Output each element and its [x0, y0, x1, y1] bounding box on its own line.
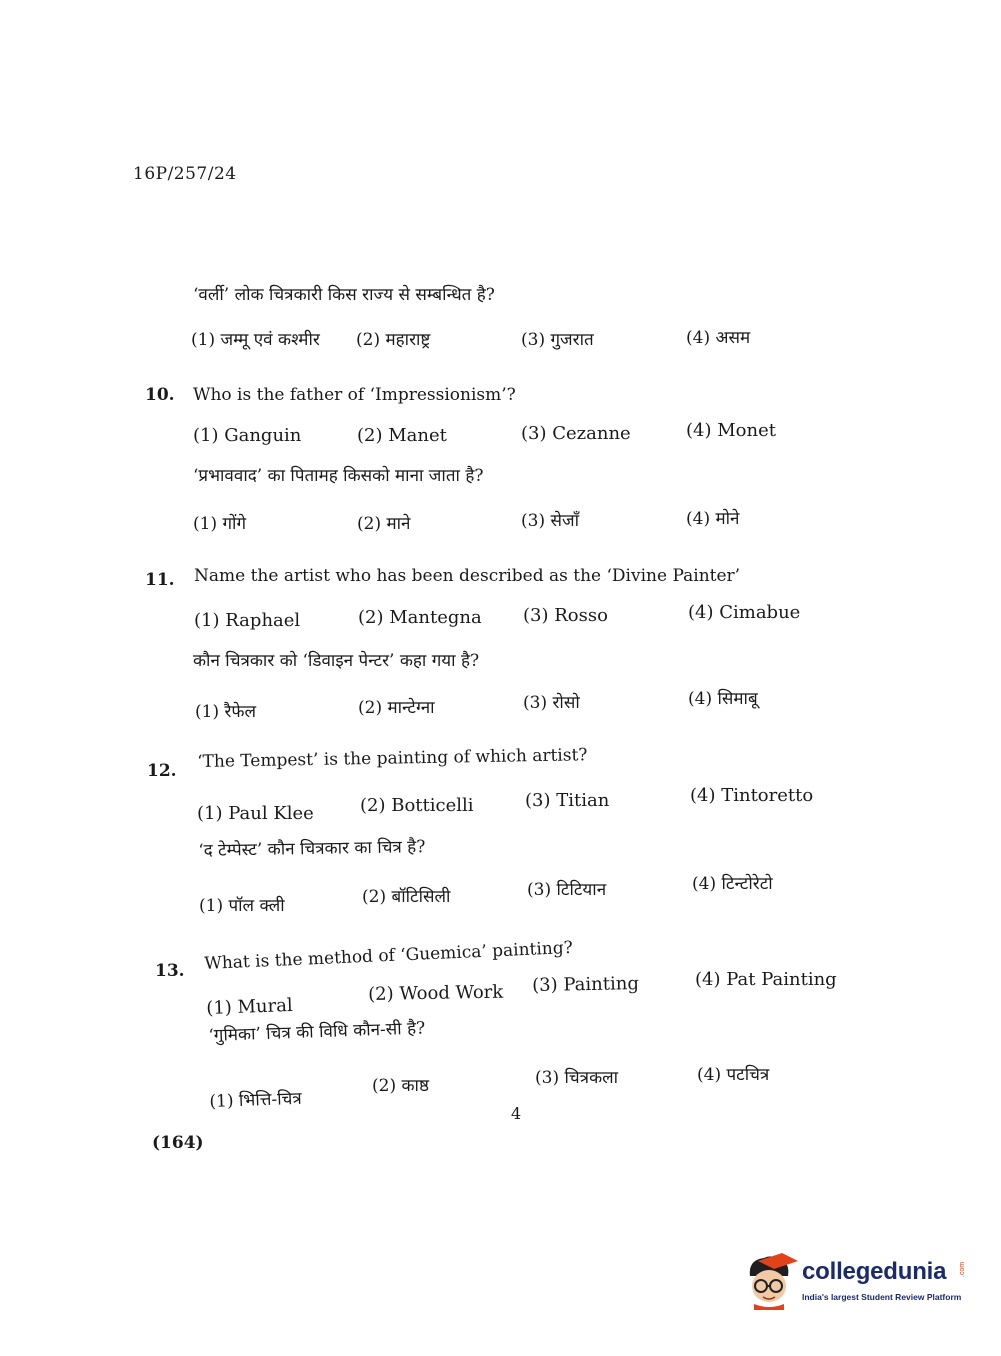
- q10-option-4: (4) Monet: [686, 420, 776, 441]
- mascot-icon: [742, 1252, 800, 1310]
- q10-option-2-hindi: (2) माने: [357, 514, 411, 534]
- q10-option-3-hindi: (3) सेजाँ: [521, 511, 579, 531]
- q11-option-2-hindi: (2) मान्टेग्ना: [358, 698, 435, 718]
- q10-option-2: (2) Manet: [357, 425, 447, 446]
- q10-number: 10.: [145, 385, 175, 405]
- q13-number: 13.: [155, 961, 185, 981]
- q9-option-3-hindi: (3) गुजरात: [521, 330, 594, 350]
- q9-option-1-hindi: (1) जम्मू एवं कश्मीर: [191, 330, 320, 350]
- q10-option-1: (1) Ganguin: [193, 425, 302, 446]
- q10-option-3: (3) Cezanne: [521, 423, 631, 444]
- q12-option-4-hindi: (4) टिन्टोरेटो: [692, 874, 773, 894]
- logo-tagline: India's largest Student Review Platform: [802, 1292, 962, 1302]
- q10-text-hindi: ‘प्रभाववाद’ का पितामह किसको माना जाता है?: [193, 466, 484, 486]
- q12-text-english: ‘The Tempest’ is the painting of which artist?: [197, 745, 588, 772]
- booklet-code: (164): [152, 1133, 204, 1153]
- q9-option-2-hindi: (2) महाराष्ट्र: [356, 330, 431, 350]
- paper-code: 16P/257/24: [133, 164, 237, 184]
- q11-option-3-hindi: (3) रोसो: [523, 693, 580, 713]
- q11-option-2: (2) Mantegna: [358, 607, 482, 628]
- q12-option-1: (1) Paul Klee: [197, 803, 314, 824]
- q13-option-3-hindi: (3) चित्रकला: [535, 1068, 619, 1088]
- page-number: 4: [511, 1104, 522, 1123]
- q11-option-4-hindi: (4) सिमाबू: [688, 689, 758, 709]
- q12-option-1-hindi: (1) पॉल क्ली: [199, 896, 285, 916]
- collegedunia-logo: [742, 1252, 972, 1312]
- q11-option-1: (1) Raphael: [194, 610, 301, 631]
- q9-text-hindi: ‘वर्ली’ लोक चित्रकारी किस राज्य से सम्बन्धित है?: [193, 285, 495, 305]
- q13-option-4-hindi: (4) पटचित्र: [697, 1065, 770, 1085]
- q10-option-1-hindi: (1) गोंगे: [193, 514, 247, 534]
- q12-option-3: (3) Titian: [525, 790, 610, 811]
- q13-option-4: (4) Pat Painting: [695, 969, 837, 990]
- q12-option-2-hindi: (2) बॉटिसिली: [362, 887, 451, 907]
- q13-text-english: What is the method of ‘Guemica’ painting?: [204, 937, 574, 974]
- q11-text-english: Name the artist who has been described as the ‘Divine Painter’: [194, 566, 741, 586]
- q11-option-4: (4) Cimabue: [688, 602, 801, 623]
- q10-option-4-hindi: (4) मोने: [686, 509, 740, 529]
- q10-text-english: Who is the father of ‘Impressionism’?: [193, 385, 516, 405]
- q9-option-4-hindi: (4) असम: [686, 328, 751, 348]
- q11-option-3: (3) Rosso: [523, 605, 608, 626]
- q13-text-hindi: ‘गुमिका’ चित्र की विधि कौन-सी है?: [208, 1018, 426, 1046]
- q11-number: 11.: [145, 570, 175, 590]
- q12-number: 12.: [147, 761, 177, 781]
- logo-wordmark: collegedunia: [802, 1258, 947, 1285]
- q12-option-2: (2) Botticelli: [360, 795, 474, 816]
- q12-option-3-hindi: (3) टिटियान: [527, 880, 607, 900]
- q11-option-1-hindi: (1) रैफेल: [195, 702, 257, 722]
- q13-option-3: (3) Painting: [532, 973, 640, 996]
- q13-option-1: (1) Mural: [206, 994, 294, 1019]
- q13-option-2: (2) Wood Work: [368, 981, 504, 1005]
- q13-option-1-hindi: (1) भित्ति-चित्र: [209, 1088, 303, 1112]
- q13-option-2-hindi: (2) काष्ठ: [372, 1076, 429, 1096]
- q12-text-hindi: ‘द टेम्पेस्ट’ कौन चित्रकार का चित्र है?: [198, 837, 426, 861]
- q12-option-4: (4) Tintoretto: [690, 785, 814, 806]
- q11-text-hindi: कौन चित्रकार को ‘डिवाइन पेन्टर’ कहा गया है?: [193, 651, 480, 671]
- logo-dotcom: .com: [959, 1261, 967, 1278]
